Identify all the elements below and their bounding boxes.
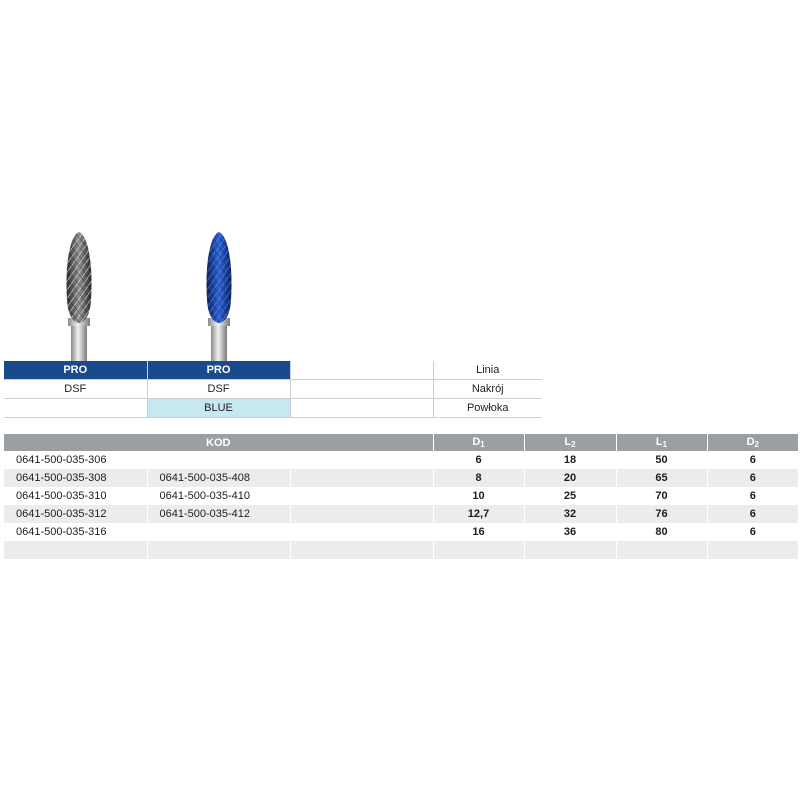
product-code-table [4,434,798,559]
header-l1-base: L [655,436,663,448]
code-empty [290,541,433,559]
code-coated: 0641-500-035-410 [147,487,290,505]
code-coated [147,541,290,559]
value-d1: 10 [433,487,524,505]
line-value-coated: PRO [147,361,290,380]
cut-value-coated: DSF [147,380,290,399]
table-row [4,451,798,469]
header-d2-base: D [746,436,755,448]
code-uncoated: 0641-500-035-310 [4,487,147,505]
header-d1-sub: 1 [480,440,485,449]
value-l1: 70 [616,487,707,505]
cut-value-uncoated: DSF [4,380,147,399]
code-uncoated: 0641-500-035-312 [4,505,147,523]
coating-label: Powłoka [433,399,542,418]
line-value-uncoated: PRO [4,361,147,380]
value-d2: 6 [707,469,798,487]
header-l1 [616,434,707,451]
code-coated [147,523,290,541]
table-row [4,523,798,541]
code-empty [290,469,433,487]
header-l2-base: L [564,436,572,448]
value-d1: 16 [433,523,524,541]
header-d2-sub: 2 [754,440,759,449]
value-d1 [433,541,524,559]
header-kod: KOD [4,434,433,451]
header-l2 [524,434,616,451]
header-l2-sub: 2 [571,440,576,449]
code-uncoated: 0641-500-035-308 [4,469,147,487]
attribute-table [4,361,542,418]
value-l1: 76 [616,505,707,523]
code-uncoated: 0641-500-035-306 [4,451,147,469]
code-coated [147,451,290,469]
value-d2: 6 [707,505,798,523]
code-empty [290,487,433,505]
line-value-empty [290,361,433,380]
value-d2: 6 [749,454,756,466]
table-row [4,505,798,523]
burr-image-blue-coated [195,228,243,364]
value-l1: 50 [616,451,707,469]
value-d2: 6 [749,490,756,502]
code-empty [290,505,433,523]
value-l2: 36 [524,523,616,541]
value-l1 [616,541,707,559]
code-coated: 0641-500-035-408 [147,469,290,487]
coating-value-uncoated [4,399,147,418]
value-l2 [524,541,616,559]
code-coated: 0641-500-035-412 [147,505,290,523]
value-d2 [707,541,798,559]
cut-label: Nakrój [433,380,542,399]
table-row [4,541,798,559]
value-d2: 6 [749,526,756,538]
header-d2 [707,434,798,451]
code-empty [290,523,433,541]
code-uncoated [4,541,147,559]
cut-value-empty [290,380,433,399]
header-d1-base: D [472,436,481,448]
attribute-row-coating [4,399,542,418]
value-d1: 8 [433,469,524,487]
value-d1: 6 [433,451,524,469]
value-l2: 18 [524,451,616,469]
value-d1: 12,7 [433,505,524,523]
coating-value-empty [290,399,433,418]
coating-value-coated: BLUE [147,399,290,418]
value-l1: 80 [616,523,707,541]
table-row [4,469,798,487]
attribute-row-line [4,361,542,380]
burr-image-uncoated [55,228,103,364]
value-l2: 32 [524,505,616,523]
table-header-row [4,434,798,451]
value-l2: 20 [524,469,616,487]
attribute-row-cut [4,380,542,399]
code-uncoated: 0641-500-035-316 [4,523,147,541]
line-label: Linia [433,361,542,380]
value-l1: 65 [616,469,707,487]
header-d1 [433,434,524,451]
table-row [4,487,798,505]
code-empty [290,451,433,469]
value-l2: 25 [524,487,616,505]
header-l1-sub: 1 [662,440,668,449]
